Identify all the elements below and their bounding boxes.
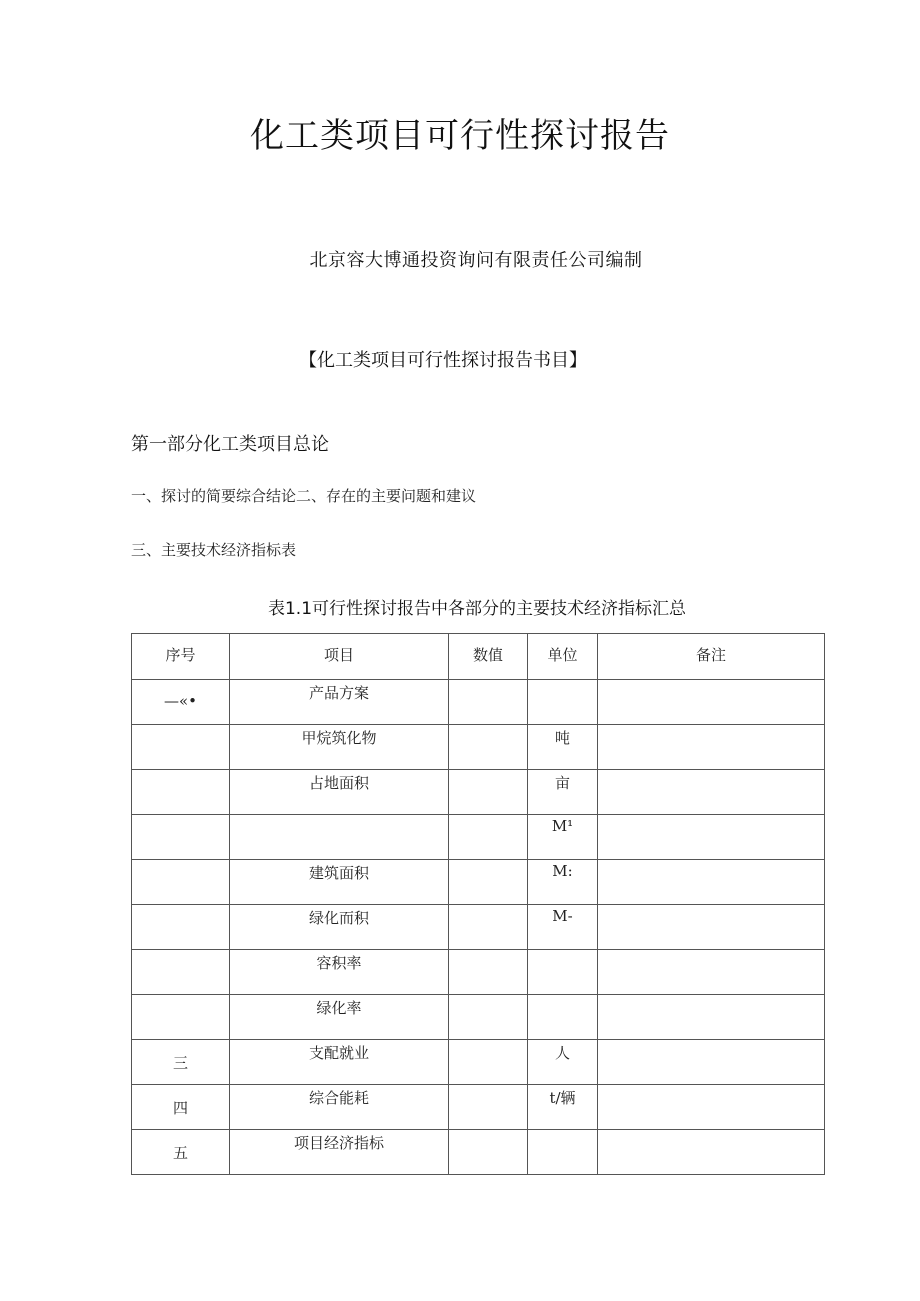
cell-item-text: 绿化而积 — [308, 909, 369, 927]
cell-value — [449, 950, 528, 995]
toc-heading: 【化工类项目可行性探讨报告书目】 — [299, 350, 587, 371]
cell-item — [230, 950, 449, 995]
part-one-heading: 第一部分化工类项目总论 — [131, 434, 329, 455]
header-note: 备注 — [598, 634, 825, 680]
cell-item — [230, 725, 449, 770]
cell-unit — [528, 1085, 598, 1130]
cell-seq — [132, 1040, 230, 1085]
table-row — [132, 860, 825, 905]
cell-seq-text: 三 — [172, 1054, 188, 1072]
cell-value — [449, 815, 528, 860]
cell-value — [449, 1040, 528, 1085]
table-row — [132, 725, 825, 770]
table-row — [132, 1085, 825, 1130]
table-row — [132, 815, 825, 860]
table-body — [132, 680, 825, 1175]
cell-note — [598, 905, 825, 950]
table-row — [132, 995, 825, 1040]
table-row — [132, 905, 825, 950]
cell-unit — [528, 905, 598, 950]
cell-value — [449, 1085, 528, 1130]
table-row — [132, 770, 825, 815]
cell-note — [598, 815, 825, 860]
table-caption: 表1.1可行性探讨报告中各部分的主要技术经济指标汇总 — [267, 599, 687, 619]
cell-note — [598, 950, 825, 995]
cell-value — [449, 905, 528, 950]
cell-seq — [132, 680, 230, 725]
toc-line-1: 一、探讨的简要综合结论二、存在的主要问题和建议 — [131, 487, 477, 505]
header-value: 数值 — [449, 634, 528, 680]
publisher-line: 北京容大博通投资询问有限责任公司编制 — [309, 250, 643, 271]
cell-item-text: 建筑面积 — [308, 864, 369, 882]
cell-value — [449, 860, 528, 905]
cell-value — [449, 995, 528, 1040]
cell-note — [598, 770, 825, 815]
cell-note — [598, 680, 825, 725]
cell-item-text: 占地面积 — [308, 774, 369, 792]
cell-item — [230, 860, 449, 905]
cell-unit — [528, 860, 598, 905]
cell-value — [449, 1130, 528, 1175]
cell-value — [449, 770, 528, 815]
cell-seq — [132, 905, 230, 950]
cell-item — [230, 1040, 449, 1085]
cell-note — [598, 725, 825, 770]
cell-item — [230, 905, 449, 950]
table-row — [132, 950, 825, 995]
cell-seq-text: —«• — [163, 692, 198, 710]
cell-unit — [528, 995, 598, 1040]
cell-item-text: 支配就业 — [308, 1044, 369, 1062]
cell-seq — [132, 1085, 230, 1130]
cell-unit — [528, 680, 598, 725]
cell-item-text: 甲烷筑化物 — [301, 729, 377, 747]
cell-item — [230, 680, 449, 725]
cell-unit-text: M: — [552, 862, 573, 880]
cell-unit-text: 亩 — [554, 774, 570, 792]
cell-item — [230, 770, 449, 815]
cell-unit-text: 吨 — [554, 729, 570, 747]
cell-value — [449, 680, 528, 725]
table-row — [132, 680, 825, 725]
cell-item — [230, 1085, 449, 1130]
cell-seq-text: 五 — [172, 1144, 188, 1162]
cell-seq — [132, 950, 230, 995]
cell-unit — [528, 815, 598, 860]
header-unit: 单位 — [528, 634, 598, 680]
cell-unit — [528, 725, 598, 770]
cell-unit — [528, 770, 598, 815]
table-header-row — [132, 634, 825, 680]
cell-note — [598, 995, 825, 1040]
toc-line-2: 三、主要技术经济指标表 — [131, 541, 297, 559]
header-seq: 序号 — [132, 634, 230, 680]
cell-seq — [132, 995, 230, 1040]
cell-item-text: 绿化率 — [316, 999, 362, 1017]
table-row — [132, 1040, 825, 1085]
cell-value — [449, 725, 528, 770]
cell-item-text: 容积率 — [316, 954, 362, 972]
cell-note — [598, 1130, 825, 1175]
cell-item — [230, 815, 449, 860]
cell-item-text: 综合能耗 — [308, 1089, 369, 1107]
cell-seq — [132, 815, 230, 860]
cell-seq — [132, 1130, 230, 1175]
cell-unit-text: 人 — [554, 1044, 570, 1062]
cell-note — [598, 1085, 825, 1130]
cell-unit — [528, 1040, 598, 1085]
header-item: 项目 — [230, 634, 449, 680]
cell-unit-text: M- — [552, 907, 573, 925]
cell-item — [230, 1130, 449, 1175]
cell-unit-text: M¹ — [551, 817, 574, 835]
table-row — [132, 1130, 825, 1175]
cell-unit-text: t/辆 — [549, 1089, 576, 1107]
cell-seq — [132, 725, 230, 770]
cell-note — [598, 860, 825, 905]
indicator-table — [131, 633, 825, 1175]
cell-seq-text: 四 — [172, 1099, 188, 1117]
cell-note — [598, 1040, 825, 1085]
cell-item-text: 产品方案 — [308, 684, 369, 702]
cell-unit — [528, 1130, 598, 1175]
cell-item-text: 项目经济指标 — [293, 1134, 384, 1152]
cell-unit — [528, 950, 598, 995]
cell-item — [230, 995, 449, 1040]
cell-seq — [132, 860, 230, 905]
cell-seq — [132, 770, 230, 815]
document-title: 化工类项目可行性探讨报告 — [250, 116, 670, 156]
